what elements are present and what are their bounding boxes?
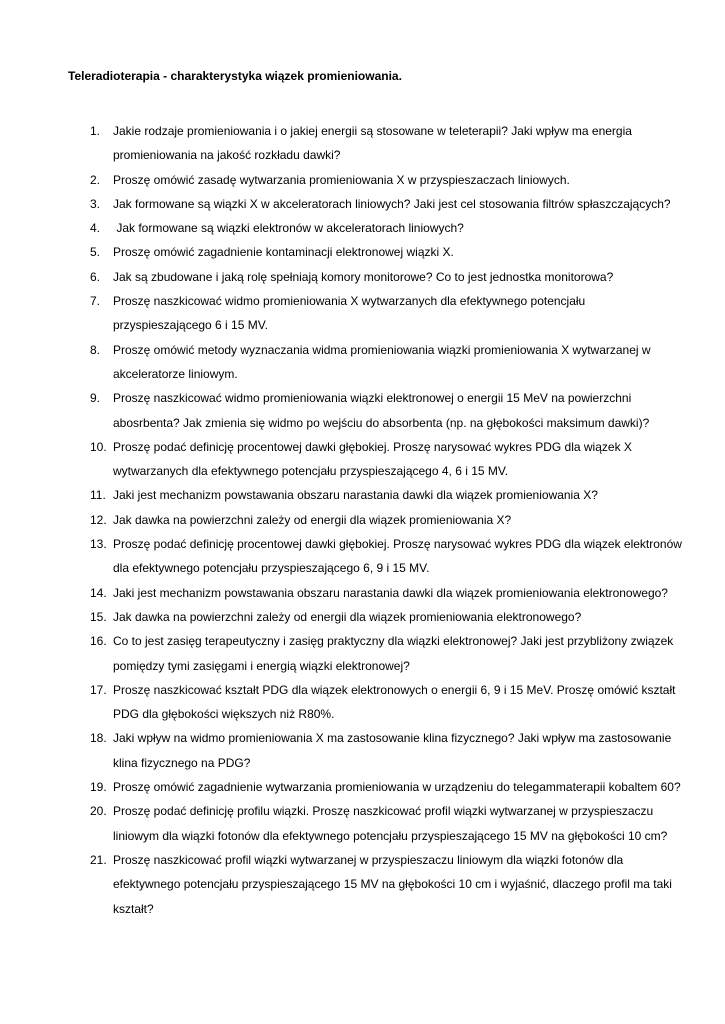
- question-item-2: [68, 168, 685, 192]
- question-number: 9.: [90, 391, 101, 406]
- question-number: 12.: [90, 512, 107, 527]
- question-number: 17.: [90, 682, 107, 697]
- question-text: Proszę naszkicować profil wiązki wytwarzanej w przyspieszaczu liniowym dla wiązki fotonów dla efektywnego potencjału przyspieszającego 15 MV na głębokości 10 cm i wyjaśnić, dlaczego profil ma taki kształt?: [113, 852, 672, 916]
- question-text: Proszę podać definicję procentowej dawki głębokiej. Proszę narysować wykres PDG dla wiązek X wytwarzanych dla efektywnego potencjału przyspieszającego 4, 6 i 15 MV.: [113, 439, 632, 479]
- question-text: Jak są zbudowane i jaką rolę spełniają komory monitorowe? Co to jest jednostka monitorowa?: [113, 269, 614, 284]
- question-number: 4.: [90, 221, 101, 236]
- question-number: 2.: [90, 172, 101, 187]
- question-text: Co to jest zasięg terapeutyczny i zasięg praktyczny dla wiązki elektronowej? Jaki jest przybliżony związek pomiędzy tymi zasięgami i energią wiązki elektronowej?: [113, 634, 674, 673]
- question-item-13: [68, 532, 685, 581]
- question-number: 13.: [90, 537, 107, 552]
- question-number: 11.: [90, 488, 106, 503]
- question-number: 1.: [90, 124, 101, 138]
- question-text: Jaki jest mechanizm powstawania obszaru narastania dawki dla wiązek promieniowania elektronowego?: [113, 585, 668, 600]
- question-item-12: [68, 508, 685, 532]
- question-number: 5.: [90, 245, 101, 260]
- question-text: Jak dawka na powierzchni zależy od energii dla wiązek promieniowania X?: [113, 512, 512, 527]
- question-text: Proszę naszkicować widmo promieniowania X wytwarzanych dla efektywnego potencjału przyspieszającego 6 i 15 MV.: [113, 294, 586, 333]
- question-number: 7.: [90, 294, 101, 309]
- question-text: Jaki wpływ na widmo promieniowania X ma zastosowanie klina fizycznego? Jaki wpływ ma zastosowanie klina fizycznego na PDG?: [113, 731, 672, 770]
- question-number: 6.: [90, 269, 101, 284]
- question-item-19: [68, 775, 685, 799]
- question-item-9: [68, 386, 685, 435]
- question-item-10: [68, 435, 685, 484]
- question-item-15: [68, 605, 685, 629]
- question-text: Jak dawka na powierzchni zależy od energii dla wiązek promieniowania elektronowego?: [113, 609, 582, 624]
- question-number: 14.: [90, 585, 107, 600]
- question-item-8: [68, 338, 685, 387]
- question-number: 8.: [90, 342, 101, 357]
- question-text: Jakie rodzaje promieniowania i o jakiej energii są stosowane w teleterapii? Jaki wpływ ma energia promieniowania na jakość rozkładu dawki?: [113, 124, 632, 163]
- question-number: 19.: [90, 780, 107, 795]
- question-list: [68, 119, 685, 921]
- question-item-5: [68, 240, 685, 264]
- question-item-11: [68, 483, 685, 507]
- question-number: 10.: [90, 439, 107, 454]
- question-number: 16.: [90, 634, 107, 649]
- question-text: Proszę omówić zasadę wytwarzania promieniowania X w przyspieszaczach liniowych.: [113, 172, 570, 187]
- question-text: Jak formowane są wiązki X w akceleratorach liniowych? Jaki jest cel stosowania filtrów spłaszczających?: [113, 196, 671, 211]
- question-item-6: [68, 265, 685, 289]
- question-number: 20.: [90, 804, 107, 819]
- question-text: Jaki jest mechanizm powstawania obszaru narastania dawki dla wiązek promieniowania X?: [113, 488, 598, 503]
- document-title: Teleradioterapia - charakterystyka wiązek promieniowania.: [68, 69, 402, 83]
- question-item-16: [68, 629, 685, 678]
- question-item-20: [68, 799, 685, 848]
- question-item-4: [68, 216, 685, 240]
- question-number: 18.: [90, 731, 107, 746]
- question-number: 3.: [90, 196, 101, 211]
- question-item-18: [68, 726, 685, 775]
- question-item-21: [68, 848, 685, 921]
- question-number: 21.: [90, 852, 107, 867]
- question-text: Proszę omówić zagadnienie kontaminacji elektronowej wiązki X.: [113, 245, 454, 260]
- question-text: Proszę podać definicję profilu wiązki. Proszę naszkicować profil wiązki wytwarzanej w przyspieszaczu liniowym dla wiązki fotonów dla efektywnego potencjału przyspieszającego 15 MV na głębokości 10 cm?: [113, 804, 668, 843]
- question-text: Proszę podać definicję procentowej dawki głębokiej. Proszę narysować wykres PDG dla wiązek elektronów dla efektywnego potencjału przyspieszającego 6, 9 i 15 MV.: [113, 537, 682, 576]
- question-text: Proszę naszkicować kształt PDG dla wiązek elektronowych o energii 6, 9 i 15 MeV. Proszę omówić kształt PDG dla głębokości większych niż R80%.: [113, 682, 676, 722]
- question-text: Proszę omówić zagadnienie wytwarzania promieniowania w urządzeniu do telegammaterapii kobaltem 60?: [113, 780, 681, 795]
- question-number: 15.: [90, 609, 107, 624]
- question-text: Proszę omówić metody wyznaczania widma promieniowania wiązki promieniowania X wytwarzanej w akceleratorze liniowym.: [113, 342, 651, 381]
- question-item-14: [68, 581, 685, 605]
- question-text: Proszę naszkicować widmo promieniowania wiązki elektronowej o energii 15 MeV na powierzchni abosrbenta? Jak zmienia się widmo po wejściu do absorbenta (np. na głębokości maksimum dawki)?: [113, 391, 650, 430]
- question-text: Jak formowane są wiązki elektronów w akceleratorach liniowych?: [113, 221, 464, 236]
- question-item-3: [68, 192, 685, 216]
- question-item-1: [68, 119, 685, 168]
- question-item-7: [68, 289, 685, 338]
- question-item-17: [68, 678, 685, 727]
